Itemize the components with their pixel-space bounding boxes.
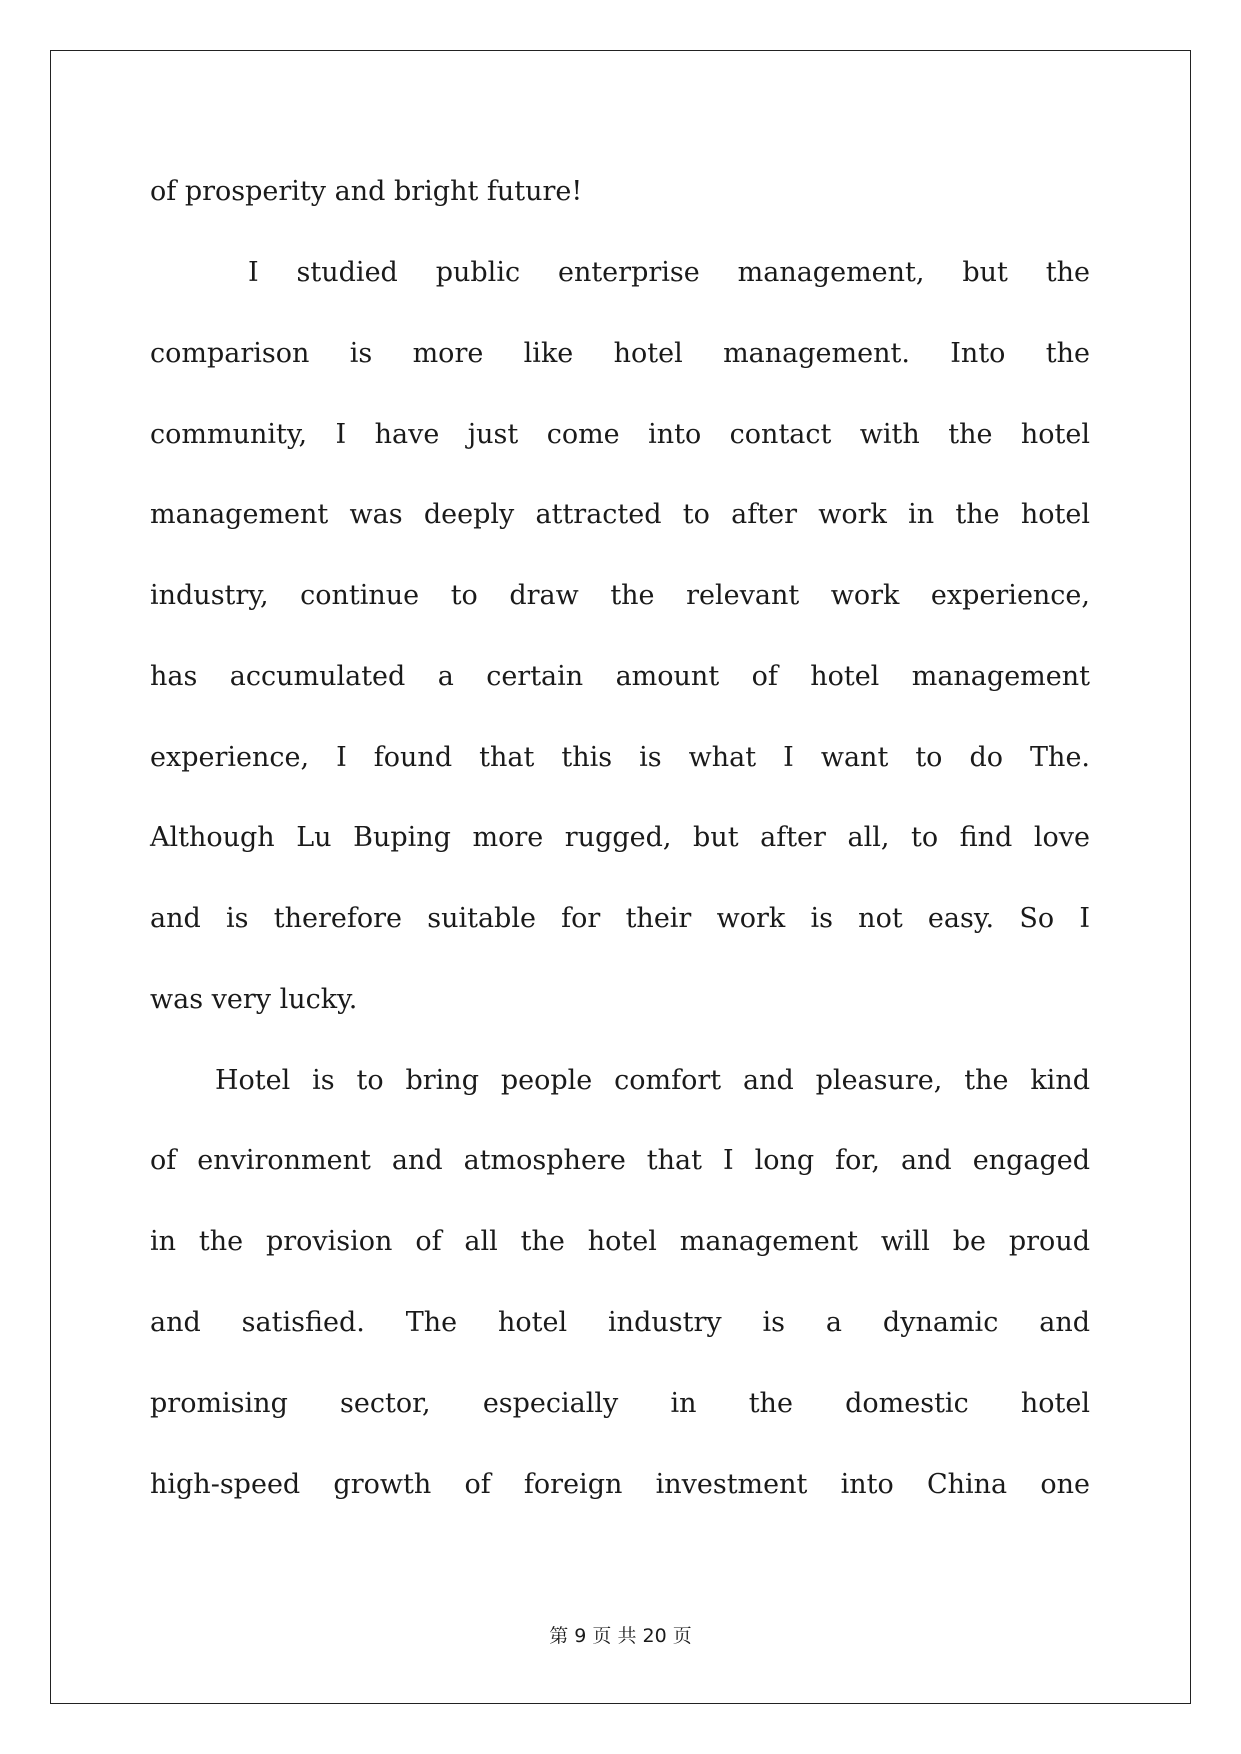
page-number-footer: 第 9 页 共 20 页 <box>549 1625 692 1647</box>
text-line: promising sector, especially in the domestic hotel <box>150 1388 1090 1419</box>
text-line: high-speed growth of foreign investment into China one <box>150 1469 1090 1500</box>
text-line: management was deeply attracted to after work in the hotel <box>150 499 1090 530</box>
text-line: of environment and atmosphere that I long for, and engaged <box>150 1145 1090 1176</box>
text-line: in the provision of all the hotel management will be proud <box>150 1226 1090 1257</box>
text-line: comparison is more like hotel management. Into the <box>150 338 1090 369</box>
page-border <box>50 50 1191 1704</box>
text-line: industry, continue to draw the relevant work experience, <box>150 580 1090 611</box>
text-line: and satisfied. The hotel industry is a dynamic and <box>150 1307 1090 1338</box>
text-line: Hotel is to bring people comfort and pleasure, the kind <box>215 1065 1090 1096</box>
text-line: and is therefore suitable for their work is not easy. So I <box>150 903 1090 934</box>
text-line: community, I have just come into contact with the hotel <box>150 419 1090 450</box>
text-line: Although Lu Buping more rugged, but after all, to find love <box>150 822 1090 853</box>
text-line: has accumulated a certain amount of hotel management <box>150 661 1090 692</box>
text-line: was very lucky. <box>150 984 358 1015</box>
text-line: experience, I found that this is what I want to do The. <box>150 742 1090 773</box>
text-line: I studied public enterprise management, but the <box>248 257 1090 288</box>
text-line: of prosperity and bright future! <box>150 176 583 207</box>
